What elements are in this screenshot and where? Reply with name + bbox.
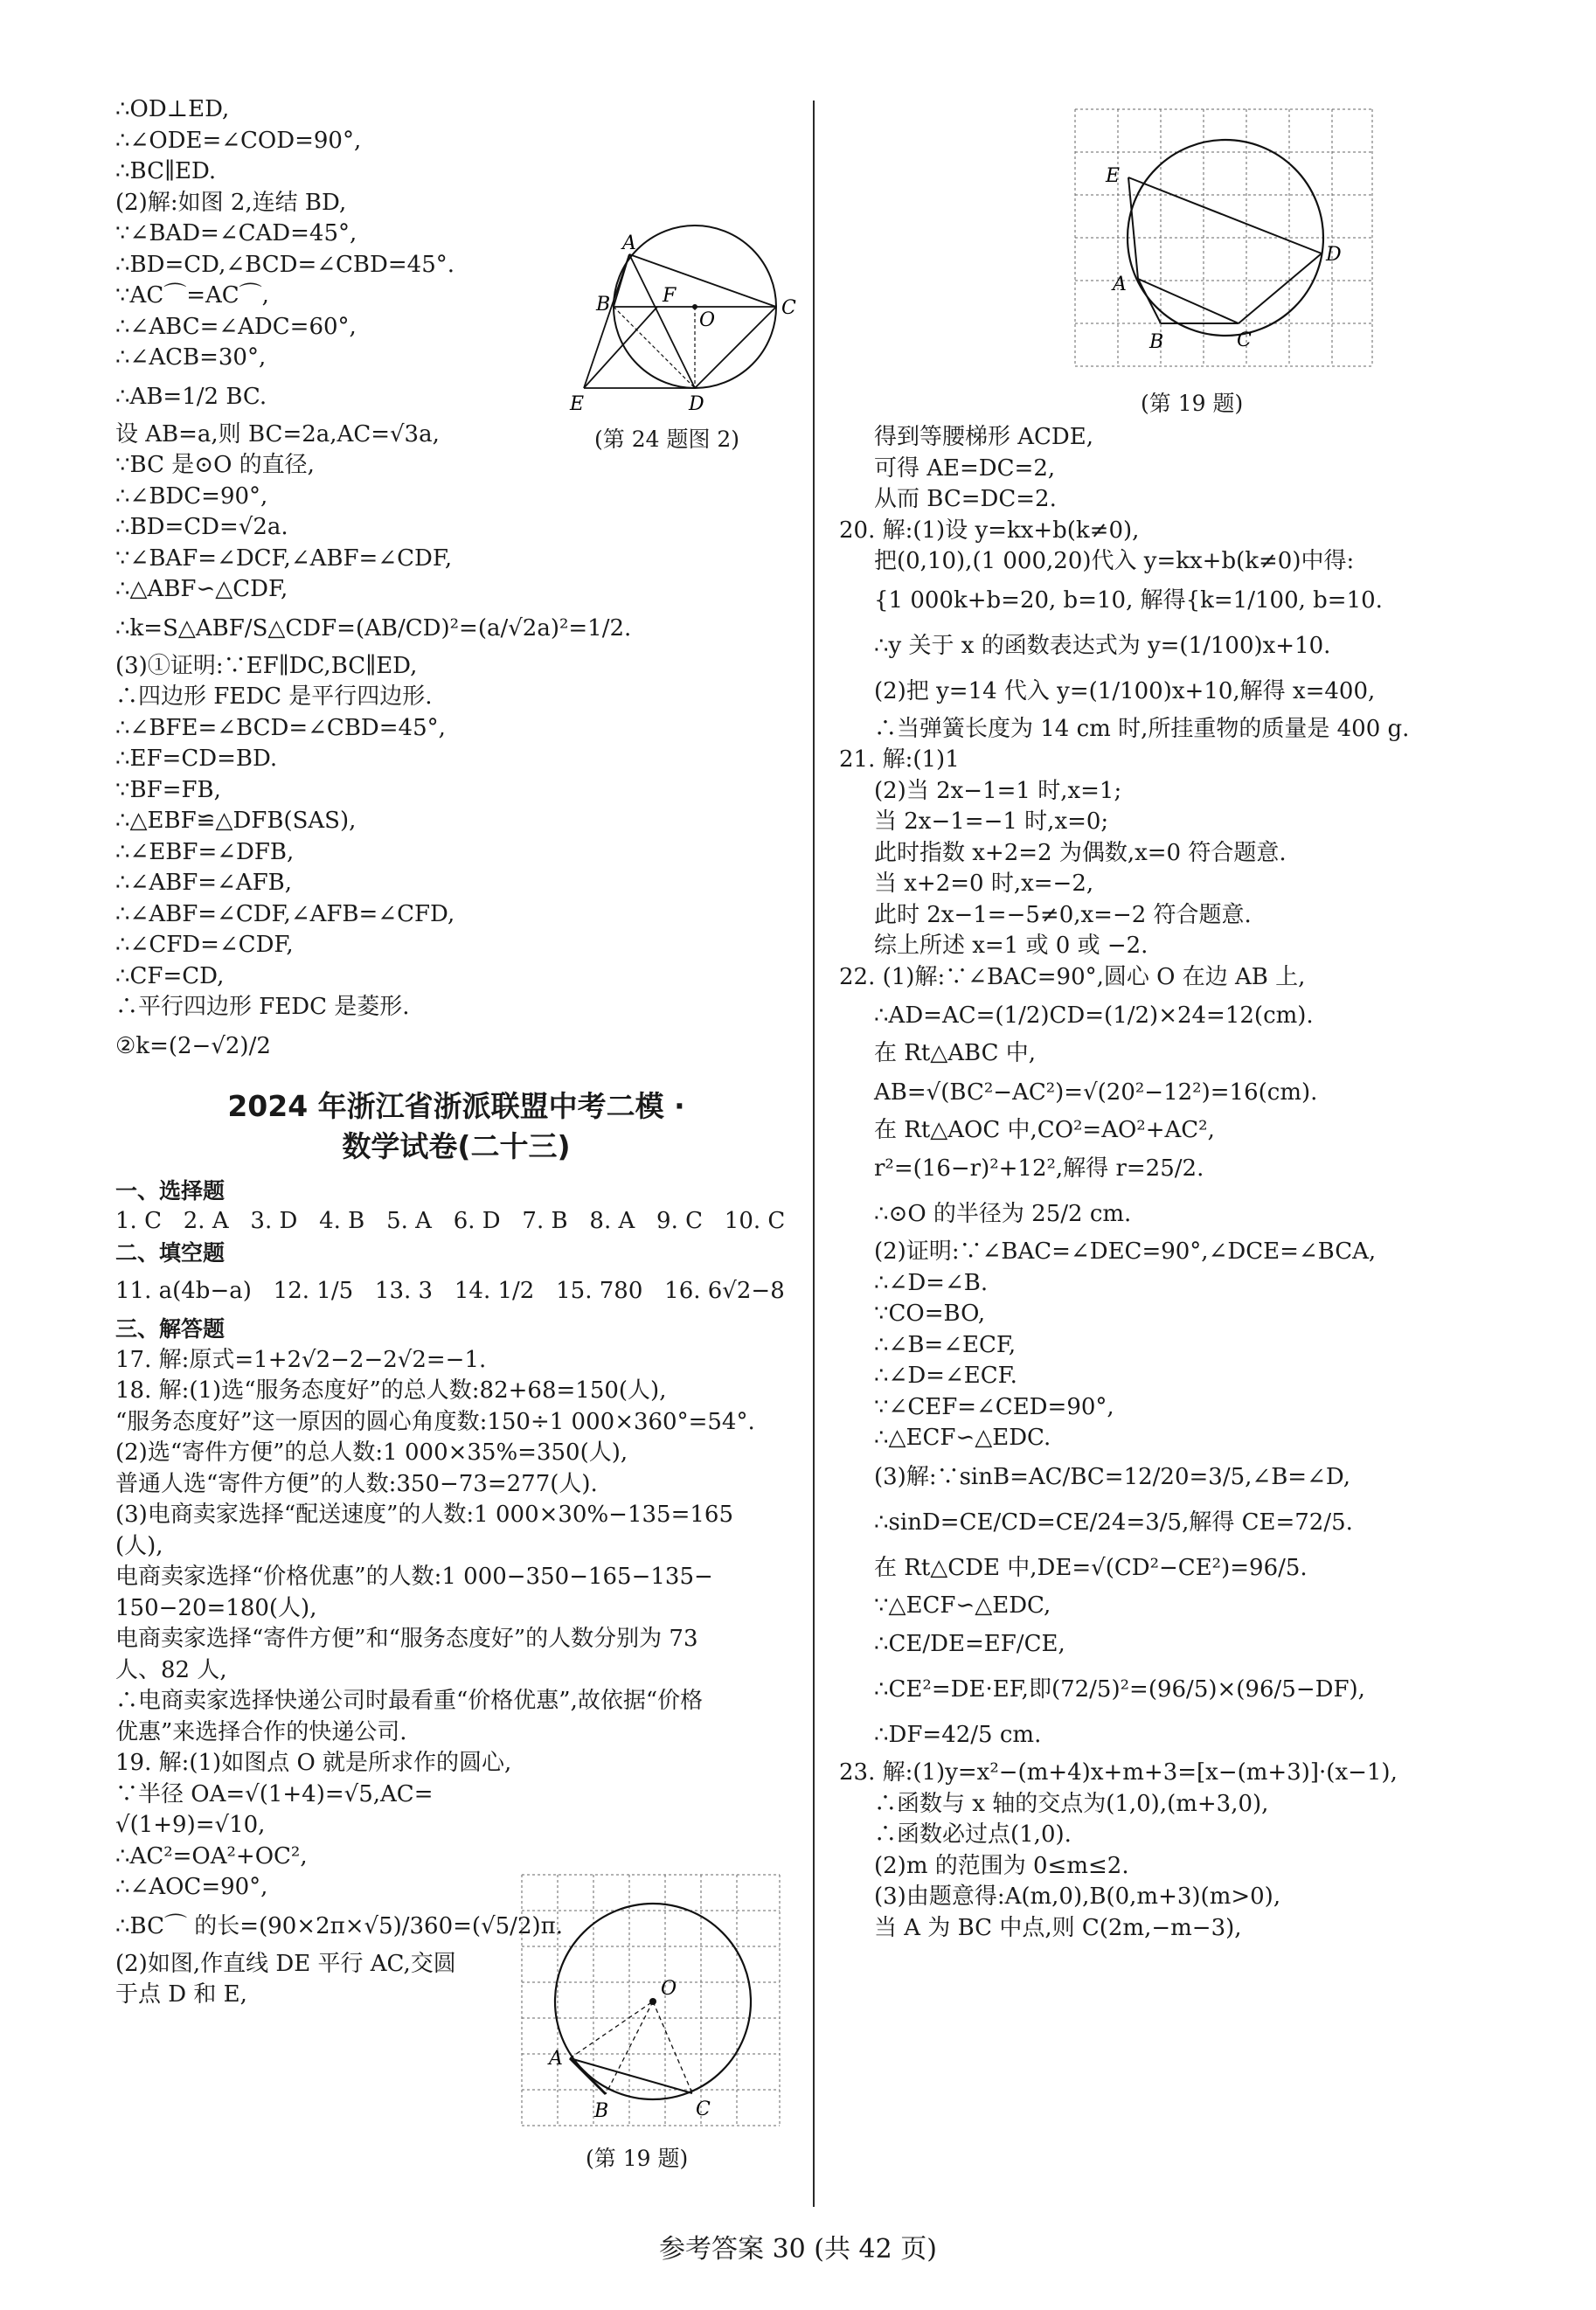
text-line: ∴CF=CD, [115, 962, 225, 989]
text-line: (2)m 的范围为 0≤m≤2. [874, 1852, 1129, 1879]
text-line: √(1+9)=√10, [115, 1812, 266, 1838]
text-line: 人、82 人, [115, 1656, 227, 1683]
label-C: C [1237, 330, 1252, 351]
text-line: ∴BD=CD=√2a. [115, 514, 288, 540]
label-B: B [1149, 331, 1164, 353]
text-line: ∴BC∥ED. [115, 158, 217, 184]
text-line: (3)电商卖家选择“配送速度”的人数:1 000×30%−135=165 [115, 1502, 734, 1528]
text-line: ∴∠CFD=∠CDF, [115, 932, 294, 958]
text-line: ∴∠ACB=30°, [115, 344, 267, 371]
text-line: ∵BC 是⊙O 的直径, [115, 452, 315, 478]
text-line: ∴∠B=∠ECF, [874, 1331, 1017, 1358]
caption-figure-19-right: (第 19 题) [1141, 391, 1244, 416]
section-title-fill: 二、填空题 [115, 1239, 226, 1266]
text-line: ∴∠AOC=90°, [115, 1874, 268, 1900]
text-line: ∴AB=1/2 BC. [115, 383, 267, 410]
label-D: D [1326, 244, 1342, 266]
text-line: ∵AC⌒=AC⌒, [115, 282, 269, 309]
caption-figure-24: (第 24 题图 2) [594, 427, 740, 452]
text-line: ∴BD=CD,∠BCD=∠CBD=45°. [115, 251, 455, 278]
text-line: ∴CE²=DE·EF,即(72/5)²=(96/5)×(96/5−DF), [874, 1676, 1365, 1703]
text-line: (2)选“寄件方便”的总人数:1 000×35%=350(人), [115, 1439, 628, 1466]
text-line: ∵∠CEF=∠CED=90°, [874, 1393, 1114, 1420]
text-line: ∵∠BAF=∠DCF,∠ABF=∠CDF, [115, 545, 453, 572]
label-E: E [570, 393, 585, 415]
label-F: F [663, 285, 677, 307]
text-line: 得到等腰梯形 ACDE, [874, 424, 1094, 450]
text-line: ∴OD⊥ED, [115, 96, 230, 122]
figure-19-grid-right [1071, 105, 1377, 376]
text-line: 20. 解:(1)设 y=kx+b(k≠0), [839, 517, 1140, 544]
text-line: 综上所述 x=1 或 0 或 −2. [874, 933, 1148, 959]
text-line: (2)当 2x−1=1 时,x=1; [874, 777, 1122, 804]
text-line: (3)由题意得:A(m,0),B(0,m+3)(m>0), [874, 1883, 1281, 1910]
text-line: ∴△ECF∽△EDC. [874, 1425, 1051, 1451]
label-C: C [696, 2098, 711, 2120]
text-line: ∴k=S△ABF/S△CDF=(AB/CD)²=(a/√2a)²=1/2. [115, 614, 632, 642]
text-line: (2)如图,作直线 DE 平行 AC,交圆 [115, 1950, 456, 1977]
text-line: 于点 D 和 E, [115, 1981, 247, 2008]
text-line: 17. 解:原式=1+2√2−2−2√2=−1. [115, 1346, 487, 1373]
figure-19-grid-left [517, 1870, 784, 2133]
text-line: ∴CE/DE=EF/CE, [874, 1631, 1065, 1657]
caption-figure-19-left: (第 19 题) [586, 2146, 689, 2171]
text-line: (2)把 y=14 代入 y=(1/100)x+10,解得 x=400, [874, 677, 1376, 704]
text-line: (人), [115, 1532, 163, 1559]
fill-answers: 11. a(4b−a) 12. 1/5 13. 3 14. 1/2 15. 780 16. 6√2−8 [115, 1278, 785, 1304]
text-line: ∴∠D=∠ECF. [874, 1363, 1017, 1389]
text-line: 普通人选“寄件方便”的人数:350−73=277(人). [115, 1470, 598, 1497]
label-A: A [1113, 274, 1127, 295]
text-line: 150−20=180(人), [115, 1594, 317, 1621]
text-line: ∴∠ODE=∠COD=90°, [115, 127, 362, 154]
exam-heading-line1: 2024 年浙江省浙派联盟中考二模 · [227, 1088, 685, 1123]
text-line: 可得 AE=DC=2, [874, 454, 1056, 482]
column-divider [813, 101, 815, 2207]
text-line: ∴∠BDC=90°, [115, 482, 268, 510]
text-line: ∴y 关于 x 的函数表达式为 y=(1/100)x+10. [874, 632, 1331, 659]
text-line: ∵BF=FB, [115, 776, 221, 803]
text-line: 18. 解:(1)选“服务态度好”的总人数:82+68=150(人), [115, 1377, 667, 1404]
text-line: 此时 2x−1=−5≠0,x=−2 符合题意. [874, 901, 1252, 928]
text-line: ∴△ABF∽△CDF, [115, 576, 288, 602]
section-title-choice: 一、选择题 [115, 1177, 226, 1204]
text-line: ∴函数与 x 轴的交点为(1,0),(m+3,0), [874, 1790, 1269, 1817]
label-O: O [699, 309, 716, 331]
text-line: 当 x+2=0 时,x=−2, [874, 871, 1094, 897]
text-line: 23. 解:(1)y=x²−(m+4)x+m+3=[x−(m+3)]·(x−1), [839, 1759, 1398, 1786]
text-line: ∴四边形 FEDC 是平行四边形. [115, 683, 433, 710]
exam-heading-line2: 数学试卷(二十三) [342, 1128, 571, 1163]
text-line: ∴∠ABF=∠AFB, [115, 870, 293, 896]
text-line: r²=(16−r)²+12²,解得 r=25/2. [874, 1155, 1204, 1182]
text-line: ∴∠D=∠B. [874, 1269, 989, 1296]
text-line: AB=√(BC²−AC²)=√(20²−12²)=16(cm). [874, 1079, 1318, 1106]
label-D: D [689, 393, 704, 415]
text-line: (3)①证明:∵EF∥DC,BC∥ED, [115, 652, 418, 679]
text-line: ∴平行四边形 FEDC 是菱形. [115, 994, 410, 1020]
choice-answers: 1. C 2. A 3. D 4. B 5. A 6. D 7. B 8. A 9. C 10. C [115, 1208, 786, 1234]
text-line: ∴∠BFE=∠BCD=∠CBD=45°, [115, 714, 446, 741]
circle-geometry-diagram [559, 223, 804, 415]
text-line: ∴△EBF≌△DFB(SAS), [115, 808, 357, 834]
text-line: 在 Rt△AOC 中,CO²=AO²+AC², [874, 1116, 1215, 1143]
text-line: ∵半径 OA=√(1+4)=√5,AC= [115, 1780, 434, 1807]
text-line: (3)解:∵sinB=AC/BC=12/20=3/5,∠B=∠D, [874, 1463, 1351, 1490]
text-line: (2)解:如图 2,连结 BD, [115, 189, 347, 216]
section-title-solve: 三、解答题 [115, 1316, 226, 1342]
text-line: 把(0,10),(1 000,20)代入 y=kx+b(k≠0)中得: [874, 548, 1355, 574]
label-B: B [594, 2100, 609, 2122]
text-line: ∵CO=BO, [874, 1301, 986, 1327]
text-line: 电商卖家选择“寄件方便”和“服务态度好”的人数分别为 73 [115, 1626, 698, 1652]
text-line: {1 000k+b=20, b=10, 解得{k=1/100, b=10. [874, 586, 1383, 614]
grid-circle-diagram-left [517, 1870, 784, 2133]
label-A: A [549, 2048, 563, 2070]
text-line: ∴当弹簧长度为 14 cm 时,所挂重物的质量是 400 g. [874, 715, 1410, 742]
label-O: O [661, 1978, 677, 2000]
figure-24-diagram [559, 223, 804, 415]
text-line: ∴AC²=OA²+OC², [115, 1842, 308, 1870]
text-line: ∴sinD=CE/CD=CE/24=3/5,解得 CE=72/5. [874, 1509, 1353, 1536]
text-line: 当 2x−1=−1 时,x=0; [874, 808, 1109, 835]
text-line: 当 A 为 BC 中点,则 C(2m,−m−3), [874, 1914, 1242, 1941]
text-line: ∴BC⌒ 的长=(90×2π×√5)/360=(√5/2)π. [115, 1912, 563, 1939]
text-line: ∴∠ABC=∠ADC=60°, [115, 313, 357, 340]
text-line: 在 Rt△CDE 中,DE=√(CD²−CE²)=96/5. [874, 1554, 1308, 1581]
text-line: ∴∠EBF=∠DFB, [115, 838, 295, 865]
text-line: “服务态度好”这一原因的圆心角度数:150÷1 000×360°=54°. [115, 1408, 755, 1435]
text-line: 21. 解:(1)1 [839, 746, 960, 773]
text-line: 电商卖家选择“价格优惠”的人数:1 000−350−165−135− [115, 1564, 713, 1590]
text-line: ∴⊙O 的半径为 25/2 cm. [874, 1201, 1132, 1227]
page-footer: 参考答案 30 (共 42 页) [659, 2234, 937, 2265]
label-A: A [622, 232, 636, 254]
text-line: ②k=(2−√2)/2 [115, 1032, 271, 1059]
text-line: (2)证明:∵∠BAC=∠DEC=90°,∠DCE=∠BCA, [874, 1238, 1377, 1265]
text-line: 从而 BC=DC=2. [874, 486, 1057, 512]
text-line: ∴EF=CD=BD. [115, 746, 278, 772]
right-column [839, 422, 1486, 1944]
text-line: 此时指数 x+2=2 为偶数,x=0 符合题意. [874, 839, 1287, 866]
text-line: 19. 解:(1)如图点 O 就是所求作的圆心, [115, 1750, 512, 1776]
label-E: E [1106, 165, 1121, 187]
text-line: ∴DF=42/5 cm. [874, 1722, 1042, 1748]
text-line: 优惠”来选择合作的快递公司. [115, 1718, 407, 1745]
label-C: C [781, 297, 796, 319]
text-line: ∴∠ABF=∠CDF,∠AFB=∠CFD, [115, 900, 455, 927]
text-line: 设 AB=a,则 BC=2a,AC=√3a, [115, 420, 440, 447]
text-line: ∵△ECF∽△EDC, [874, 1592, 1051, 1619]
text-line: ∴电商卖家选择快递公司时最看重“价格优惠”,故依据“价格 [115, 1688, 704, 1714]
text-line: ∴函数必过点(1,0). [874, 1821, 1072, 1848]
text-line: 在 Rt△ABC 中, [874, 1040, 1037, 1066]
text-line: ∴AD=AC=(1/2)CD=(1/2)×24=12(cm). [874, 1002, 1314, 1029]
text-line: 22. (1)解:∵∠BAC=90°,圆心 O 在边 AB 上, [839, 963, 1306, 990]
label-B: B [596, 294, 611, 316]
grid-circle-diagram [1071, 105, 1377, 376]
text-line: ∵∠BAD=∠CAD=45°, [115, 220, 357, 246]
